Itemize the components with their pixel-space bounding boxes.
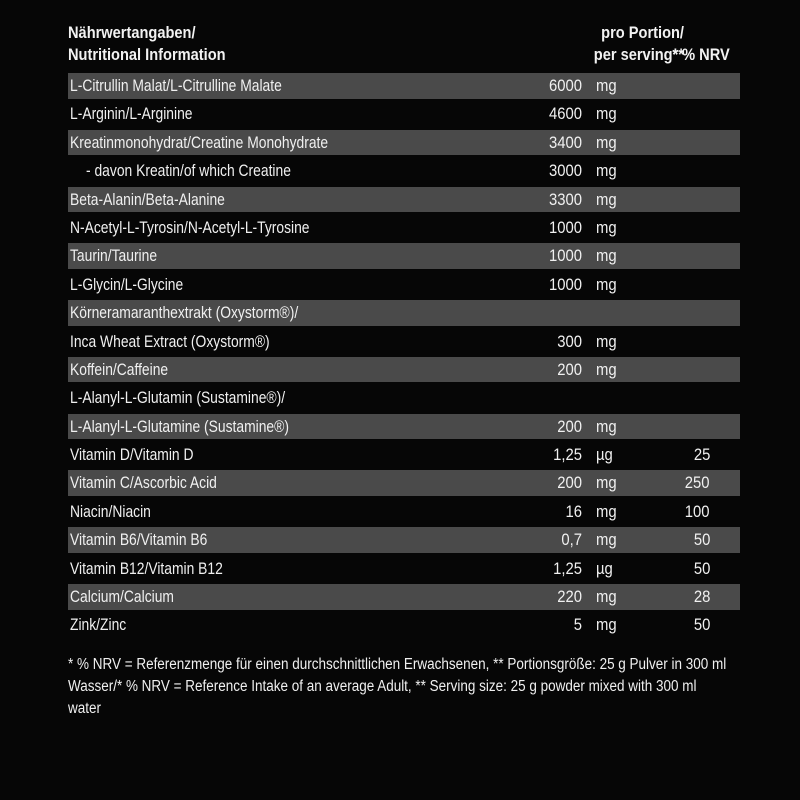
nutrient-name: Zink/Zinc [70,616,127,635]
nutrient-amount: 1000 [548,218,582,237]
nutrient-amount: 16 [565,502,582,521]
row-shading [68,243,740,269]
nutrient-name: Calcium/Calcium [70,588,174,607]
nutrient-unit: mg [596,417,617,436]
nutrient-amount: 200 [557,474,582,493]
nutrient-unit: mg [596,474,617,493]
table-row [68,469,740,497]
nutrient-unit: mg [596,105,617,124]
table-row [68,242,740,270]
table-row [68,583,740,611]
nutrient-unit: µg [596,559,613,578]
nutrient-unit: mg [596,588,617,607]
nutrient-amount: 220 [557,588,582,607]
header-nutritional-info [68,22,226,66]
table-row [68,299,740,327]
nutrient-name: L-Glycin/L-Glycine [70,275,184,294]
nutrient-name: Taurin/Taurine [70,247,158,266]
table-row [68,186,740,214]
table-row [68,129,740,157]
nutrient-name: - davon Kreatin/of which Creatine [86,162,291,181]
nutrient-name: L-Alanyl-L-Glutamine (Sustamine®) [70,417,289,436]
nutrient-nrv: 50 [693,616,710,635]
nutrition-table [68,72,740,640]
nutrient-name: L-Citrullin Malat/L-Citrulline Malate [70,77,282,95]
header-mid-line1: pro Portion/ [601,23,684,42]
nutrient-nrv: 100 [685,502,710,521]
nutrient-amount: 1,25 [553,559,582,578]
table-row [68,526,740,554]
nutrient-amount: 3300 [548,190,582,209]
table-row [68,611,740,639]
nutrient-unit: mg [596,332,617,351]
nutrient-amount: 3400 [548,133,582,152]
nutrient-name: Inca Wheat Extract (Oxystorm®) [70,332,270,351]
nutrient-amount: 200 [557,417,582,436]
nutrient-name: Vitamin C/Ascorbic Acid [70,474,217,493]
table-row [68,214,740,242]
row-shading [68,357,740,383]
nutrient-amount: 6000 [548,77,582,95]
nutrient-amount: 4600 [548,105,582,124]
header-mid-line2: per serving** [593,45,684,64]
nutrient-unit: mg [596,360,617,379]
table-row [68,498,740,526]
nutrient-unit: µg [596,446,613,465]
nutrient-nrv: 250 [685,474,710,493]
nutrient-amount: 1,25 [553,446,582,465]
nutrient-amount: 200 [557,360,582,379]
nutrient-unit: mg [596,275,617,294]
nutrient-name: Kreatinmonohydrat/Creatine Monohydrate [70,133,329,152]
footnote: * % NRV = Referenzmenge für einen durchschnittlichen Erwachsenen, ** Portionsgröße: 25 g Pulver in 300 ml Wasser/* % NRV = Reference Intake of an average Adult, ** Serving size: 25 g powder mixed with 300 ml water [68,656,727,717]
nutrient-unit: mg [596,162,617,181]
nutrient-unit: mg [596,77,617,95]
nutrient-nrv: 50 [693,531,710,550]
nutrient-name: Körneramaranthextrakt (Oxystorm®)/ [70,304,299,323]
table-row [68,157,740,185]
header-left-line2: Nutritional Information [68,45,226,64]
table-row [68,555,740,583]
table-row [68,271,740,299]
nutrient-name: L-Alanyl-L-Glutamin (Sustamine®)/ [70,389,286,408]
nutrient-amount: 300 [557,332,582,351]
nutrient-unit: mg [596,531,617,550]
nutrient-unit: mg [596,190,617,209]
nutrient-name: Vitamin B12/Vitamin B12 [70,559,223,578]
nutrient-unit: mg [596,502,617,521]
nutrient-name: Vitamin B6/Vitamin B6 [70,531,208,550]
table-row [68,100,740,128]
nutrient-unit: mg [596,218,617,237]
table-row [68,384,740,412]
nutrient-nrv: 28 [693,588,710,607]
nutrient-unit: mg [596,247,617,266]
table-row [68,356,740,384]
table-row [68,441,740,469]
table-header [68,22,738,70]
nutrient-unit: mg [596,616,617,635]
nutrient-name: Koffein/Caffeine [70,360,169,379]
nutrient-nrv: 50 [693,559,710,578]
nutrient-name: N-Acetyl-L-Tyrosin/N-Acetyl-L-Tyrosine [70,218,310,237]
nutrient-name: Beta-Alanin/Beta-Alanine [70,190,225,209]
nutrient-name: Niacin/Niacin [70,502,151,521]
nutrient-nrv: 25 [693,446,710,465]
nutrient-amount: 1000 [548,247,582,266]
table-row [68,72,740,100]
nutrient-amount: 0,7 [561,531,582,550]
nutrient-amount: 1000 [548,275,582,294]
nutrient-amount: 5 [573,616,582,635]
nutrient-unit: mg [596,133,617,152]
nutrient-amount: 3000 [548,162,582,181]
header-nrv: * % NRV [672,45,730,64]
nutrient-name: L-Arginin/L-Arginine [70,105,193,124]
header-per-serving [543,22,684,66]
table-row [68,413,740,441]
table-row [68,328,740,356]
nutrient-name: Vitamin D/Vitamin D [70,446,194,465]
header-left-line1: Nährwertangaben/ [68,23,196,42]
